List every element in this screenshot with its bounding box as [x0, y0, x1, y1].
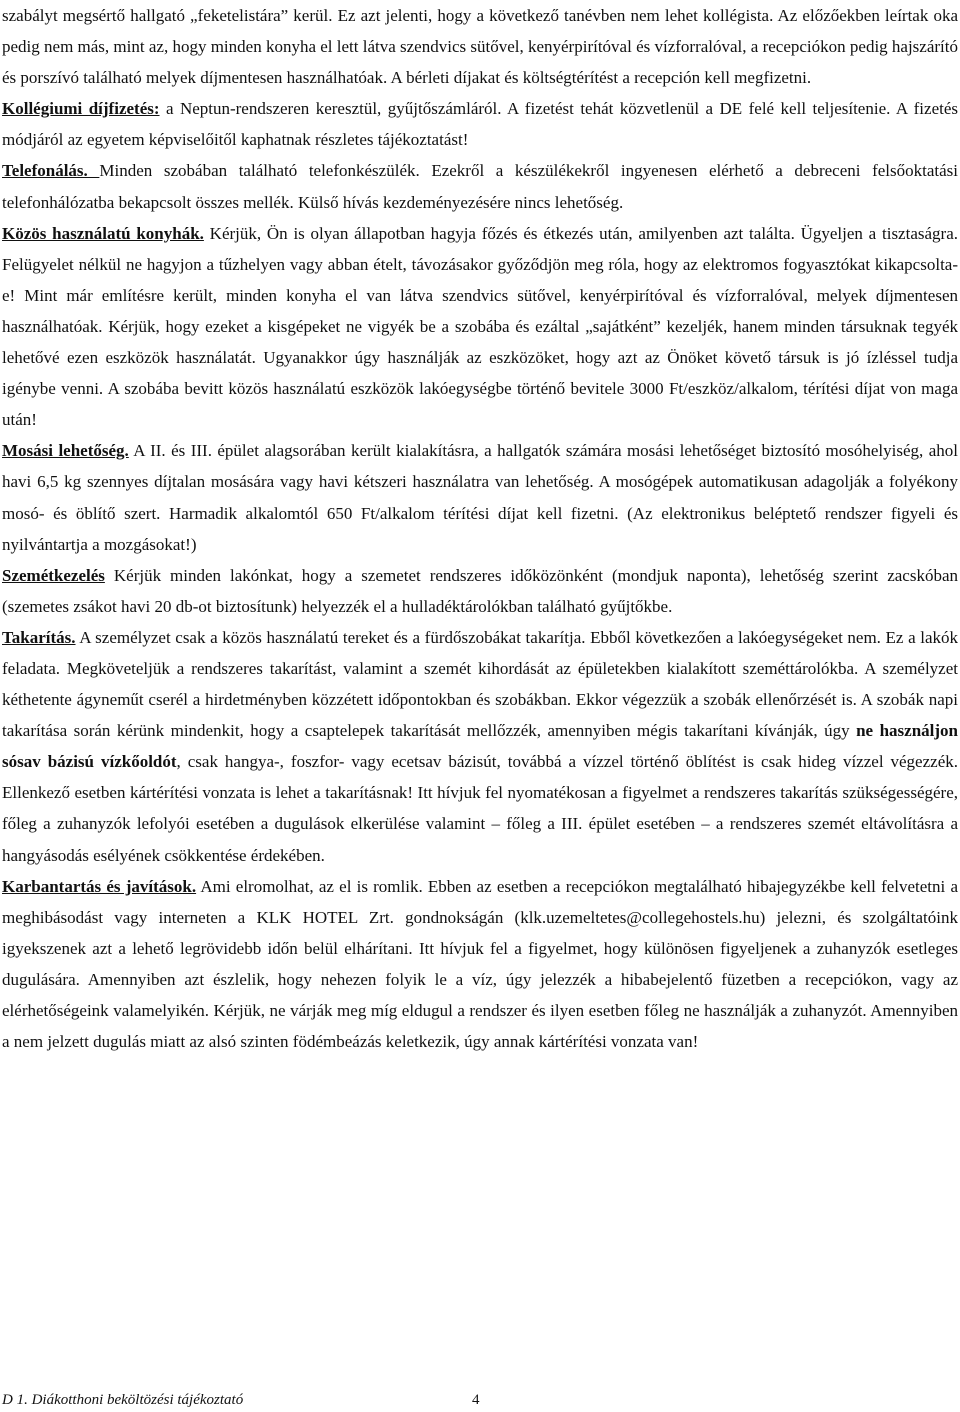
paragraph: [2, 155, 958, 217]
paragraph-text: Minden szobában található telefonkészülék. Ezekről a készülékekről ingyenesen elérhető a debreceni felsőoktatási telefonhálózatba bekapcsolt összes mellék. Külső hívás kezdeményezésére nincs lehetőség.: [2, 161, 958, 212]
paragraph-text: Kérjük, Ön is olyan állapotban hagyja főzés és étkezés után, amilyenben azt találta. Ügyeljen a tisztaságra. Felügyelet nélkül ne hagyjon a tűzhelyen vagy abban ételt, távozásakor győződjön meg róla, hogy az elektromos fogyasztókat kikapcsolta-e! Mint már említésre került, minden konyha el van látva szendvics sütővel, kenyérpirítóval és vízforralóval, melyek díjmentesen használhatóak. Kérjük, hogy ezeket a kisgépeket ne vigyék be a szobába és ezáltal „sajátként” kezeljék, hanem minden társuknak tegyék lehetővé ezen eszközök használatát. Ugyanakkor úgy használják az eszközöket, hogy azt az Önöket követő társuk is jó ízléssel tudja igénybe venni. A szobába bevitt közös használatú eszközök lakóegységbe történő bevitele 3000 Ft/eszköz/alkalom, térítési díjat von maga után!: [2, 223, 958, 430]
paragraph: [2, 871, 958, 1058]
paragraph-text: A II. és III. épület alagsorában került kialakításra, a hallgatók számára mosási lehetőséget biztosító mosóhelyiség, ahol havi 6,5 kg szennyes díjtalan mosására vagy havi kétszeri használatra van lehetőség. A mosógépek automatikusan adagolják a folyékony mosó- és öblítő szert. Harmadik alkalomtól 650 Ft/alkalom térítési díjat kell fizetni. (Az elektronikus beléptető rendszer figyeli és nyilvántartja a mozgásokat!): [2, 441, 958, 554]
paragraph-text: Ami elromolhat, az el is romlik. Ebben az esetben a recepciókon megtalálható hibajegyzékbe kell felvetetni a meghibásodást vagy interneten a KLK HOTEL Zrt. gondnokságán (klk.uzemeltetes@collegehostels.hu) jelezni, és szolgáltatóink igyekszenek azt a lehető legrövidebb időn belül elhárítani. Itt hívjuk fel a figyelmet, hogy különösen figyeljenek a zuhanyzók esetleges dugulására. Amennyiben azt észlelik, hogy nehezen folyik le a víz, úgy jelezzék a hibabejelentő füzetben a recepciókon, vagy az elérhetőségeink valamelyikén. Kérjük, ne várják meg míg eldugul a rendszer és ilyen esetben főleg ne használják a zuhanyzót. Amennyiben a nem jelzett dugulás miatt az alsó szinten födémbeázás keletkezik, úgy annak kártérítési vonzata van!: [2, 876, 958, 1052]
footer-title: D 1. Diákotthoni beköltözési tájékoztató: [2, 1392, 244, 1408]
paragraph-text: szabályt megsértő hallgató „feketelistára” kerül. Ez azt jelenti, hogy a következő tanévben nem lehet kollégista. Az előzőekben leírtak oka pedig nem más, mint az, hogy minden konyha el lett látva szendvics sütővel, kenyérpirítóval és vízforralóval, a recepciókon pedig hajszárító és porszívó található melyek díjmentesen használhatóak. A bérleti díjakat és költségtérítést a recepción kell megfizetni.: [2, 6, 958, 88]
paragraph: [2, 93, 958, 155]
page-number: 4: [472, 1392, 480, 1408]
section-heading: Mosási lehetőség.: [2, 441, 129, 461]
paragraph: [2, 560, 958, 622]
page-footer: [2, 1391, 480, 1409]
paragraph: [2, 435, 958, 559]
paragraph: [2, 0, 958, 93]
paragraph: [2, 218, 958, 436]
document-body: [2, 0, 958, 1057]
section-heading: Telefonálás.: [2, 161, 100, 181]
paragraph-text: a Neptun-rendszeren keresztül, gyűjtőszámláról. A fizetést tehát közvetlenül a DE felé kell teljesítenie. A fizetés módjáról az egyetem képviselőitől kaphatnak részletes tájékoztatást!: [2, 99, 958, 150]
bold-text: ne használjon sósav bázisú vízkőoldót: [2, 721, 958, 772]
section-heading: Közös használatú konyhák.: [2, 223, 204, 243]
paragraph-text: Kérjük minden lakónkat, hogy a szemetet rendszeres időközönként (mondjuk naponta), lehetőség szerint zacskóban (szemetes zsákot havi 20 db-ot biztosítunk) helyezzék el a hulladéktárolókban található gyűjtőkbe.: [2, 565, 958, 616]
section-heading: Karbantartás és javítások.: [2, 876, 197, 896]
paragraph: [2, 622, 958, 871]
section-heading: Kollégiumi díjfizetés:: [2, 99, 160, 119]
section-heading: Takarítás.: [2, 627, 76, 647]
section-heading: Szemétkezelés: [2, 565, 105, 585]
paragraph-text: A személyzet csak a közös használatú tereket és a fürdőszobákat takarítja. Ebből következően a lakóegységeket nem. Ez a lakók feladata. Megköveteljük a rendszeres takarítást, valamint a szemét kihordását az épületekben kialakított szeméttárolókba. A személyzet kéthetente ágyneműt cserél a hirdetményben közzétett időpontokban és szobákban. Ekkor végezzük a szobák ellenőrzését is. A szobák napi takarítása során kérünk mindenkit, hogy a csaptelepek takarítását mellőzzék, amennyiben mégis takarítani kívánják, úgy: [2, 627, 958, 741]
paragraph-text: , csak hangya-, foszfor- vagy ecetsav bázisút, továbbá a vízzel történő öblítést is csak hideg vízzel végezzék. Ellenkező esetben kártérítési vonzata is lehet a takarításnak! Itt hívjuk fel nyomatékosan a figyelmet a rendszeres takarítás szükségességére, főleg a zuhanyzók lefolyói esetében a dugulások elkerülése valamint – főleg a III. épület esetében – a rendszeres szemét eltávolításra a hangyásodás esélyének csökkentése érdekében.: [2, 752, 958, 865]
